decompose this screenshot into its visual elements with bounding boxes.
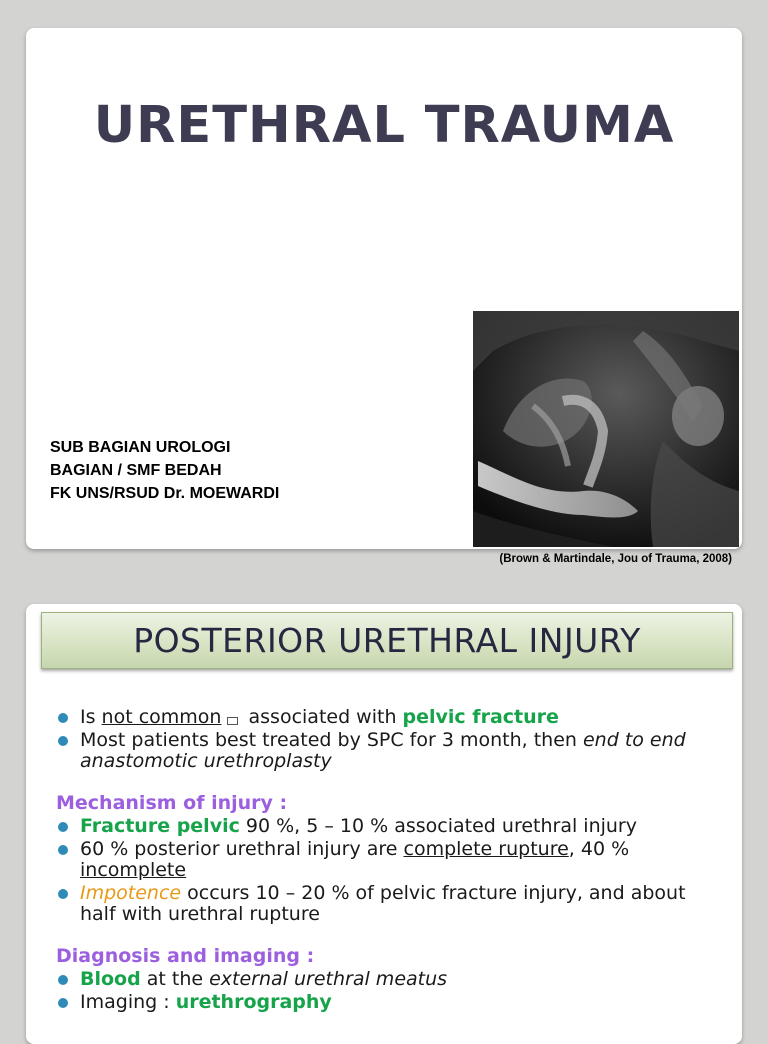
- bullet-icon: [58, 713, 68, 723]
- bullet-text: 90 %, 5 – 10 % associated urethral injury: [239, 815, 637, 837]
- bullet-text: at the: [140, 968, 210, 990]
- bullet-item: [56, 992, 726, 1013]
- department-line-2: BAGIAN / SMF BEDAH: [50, 462, 222, 479]
- bullet-text: Imaging :: [80, 991, 176, 1013]
- bullet-text: , 40 %: [568, 838, 630, 860]
- bullet-icon: [58, 889, 68, 899]
- image-caption: (Brown & Martindale, Jou of Trauma, 2008): [499, 553, 732, 565]
- bullet-icon: [58, 998, 68, 1008]
- underlined-text: not common: [101, 706, 222, 728]
- emphasis-text: Fracture pelvic: [80, 815, 240, 837]
- emphasis-text: urethrography: [175, 991, 332, 1013]
- italic-text: end to end anastomotic urethroplasty: [80, 729, 686, 772]
- bullet-icon: [58, 975, 68, 985]
- arrow-placeholder-icon: [227, 717, 238, 725]
- content-slide: [26, 604, 742, 1044]
- italic-text: external urethral meatus: [209, 968, 448, 990]
- bullet-item: [56, 707, 726, 728]
- department-line-1: SUB BAGIAN UROLOGI: [50, 439, 231, 456]
- title-slide: [26, 28, 742, 549]
- slide-title-banner: [41, 612, 733, 669]
- bullet-item: [56, 816, 726, 837]
- section-heading: Diagnosis and imaging :: [56, 945, 315, 967]
- bullet-item: [56, 883, 726, 925]
- bullet-item: [56, 730, 726, 772]
- xray-image: [473, 311, 739, 547]
- bullet-icon: [58, 822, 68, 832]
- bullet-item: [56, 839, 726, 881]
- bullet-text: Is: [80, 706, 102, 728]
- bullet-text: occurs 10 – 20 % of pelvic fracture injury, and about half with urethral rupture: [80, 882, 686, 925]
- emphasis-text: Blood: [80, 968, 141, 990]
- slide-title: URETHRAL TRAUMA: [93, 96, 675, 155]
- slide-title: POSTERIOR URETHRAL INJURY: [133, 621, 641, 660]
- underlined-text: complete rupture: [403, 838, 569, 860]
- underlined-text: incomplete: [80, 859, 187, 881]
- emphasis-text: pelvic fracture: [402, 706, 559, 728]
- bullet-text: Most patients best treated by SPC for 3 month, then: [80, 729, 583, 751]
- bullet-item: [56, 969, 726, 990]
- bullet-text: 60 % posterior urethral injury are: [80, 838, 404, 860]
- emphasis-text: Impotence: [80, 882, 182, 904]
- section-heading: Mechanism of injury :: [56, 792, 288, 814]
- department-block: [50, 436, 279, 505]
- bullet-icon: [58, 845, 68, 855]
- bullet-text: associated with: [242, 706, 403, 728]
- department-line-3: FK UNS/RSUD Dr. MOEWARDI: [50, 485, 280, 502]
- slide-body: [56, 707, 726, 1015]
- bullet-icon: [58, 736, 68, 746]
